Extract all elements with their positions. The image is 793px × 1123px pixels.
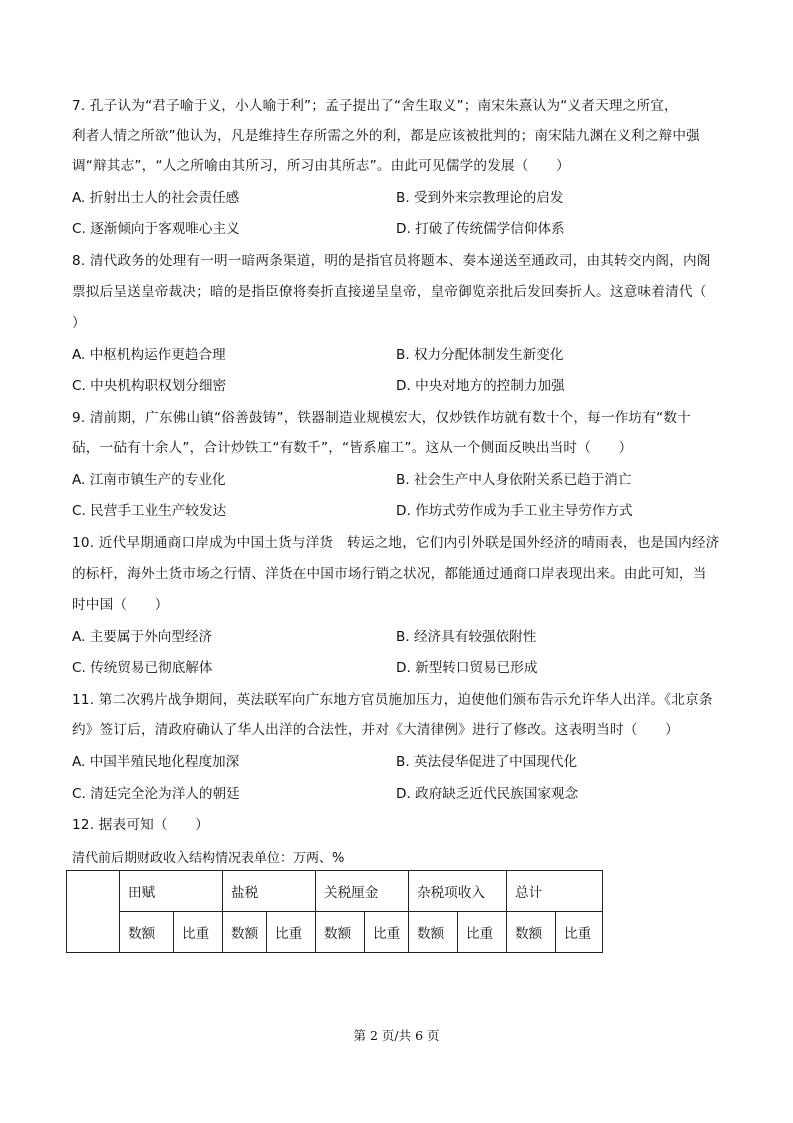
header-yanshui: 盐税 [223, 871, 316, 912]
question-7-option-c[interactable]: C. 逐渐倾向于客观唯心主义 [72, 221, 240, 237]
sub-amount-yanshui: 数额 [223, 912, 267, 953]
sub-ratio-guanshui: 比重 [365, 912, 409, 953]
question-7-option-a[interactable]: A. 折射出士人的社会责任感 [72, 190, 240, 206]
question-10-option-c[interactable]: C. 传统贸易已彻底解体 [72, 660, 213, 676]
question-11-line-1: 11. 第二次鸦片战争期间，英法联军向广东地方官员施加压力，迫使他们颁布告示允许华人出洋。《北京条 [72, 692, 713, 708]
question-10-line-1: 10. 近代早期通商口岸成为中国土货与洋货 转运之地，它们内引外联是国外经济的晴雨表，也是国内经济 [72, 535, 720, 551]
question-7-option-d[interactable]: D. 打破了传统儒学信仰体系 [396, 221, 565, 237]
question-10-line-2: 的标杆，海外土货市场之行情、洋货在中国市场行销之状况，都能通过通商口岸表现出来。由此可知，当 [72, 566, 707, 582]
sub-ratio-zashui: 比重 [458, 912, 507, 953]
sub-amount-zongji: 数额 [507, 912, 556, 953]
table-caption: 清代前后期财政收入结构情况表单位：万两、% [72, 851, 345, 866]
header-zongji: 总计 [507, 871, 603, 912]
question-11-option-a[interactable]: A. 中国半殖民地化程度加深 [72, 754, 240, 770]
table-corner-cell [67, 871, 120, 953]
question-8-line-2: 票拟后呈送皇帝裁决；暗的是指臣僚将奏折直接递呈皇帝，皇帝御览亲批后发回奏折人。这意味着清代（ [72, 284, 707, 300]
question-9-line-1: 9. 清前期，广东佛山镇“俗善鼓铸”，铁器制造业规模宏大，仅炒铁作坊就有数十个，每一作坊有“数十 [72, 410, 691, 426]
sub-amount-zashui: 数额 [409, 912, 458, 953]
question-7-line-3: 调“辩其志”，“人之所喻由其所习，所习由其所志”。由此可见儒学的发展（ ） [72, 158, 570, 174]
question-10-option-b[interactable]: B. 经济具有较强依附性 [396, 629, 537, 645]
sub-ratio-yanshui: 比重 [267, 912, 316, 953]
header-tianfu: 田赋 [120, 871, 223, 912]
question-7-line-2: 利者人情之所欲”他认为，凡是维持生存所需之外的利，都是应该被批判的；南宋陆九渊在义利之辩中强 [72, 128, 700, 144]
question-8-option-d[interactable]: D. 中央对地方的控制力加强 [396, 378, 565, 394]
question-9-option-b[interactable]: B. 社会生产中人身依附关系已趋于消亡 [396, 472, 632, 488]
sub-amount-tianfu: 数额 [120, 912, 174, 953]
finance-table [66, 870, 603, 953]
question-8-option-c[interactable]: C. 中央机构职权划分细密 [72, 378, 227, 394]
page-footer: 第 2 页/共 6 页 [353, 1028, 440, 1043]
question-12-line-1: 12. 据表可知（ ） [72, 817, 210, 833]
sub-ratio-tianfu: 比重 [174, 912, 223, 953]
header-zashui: 杂税项收入 [409, 871, 507, 912]
question-11-option-d[interactable]: D. 政府缺乏近代民族国家观念 [396, 786, 579, 802]
header-guanshui-lijin: 关税厘金 [316, 871, 409, 912]
question-9-option-d[interactable]: D. 作坊式劳作成为手工业主导劳作方式 [396, 503, 633, 519]
question-8-line-1: 8. 清代政务的处理有一明一暗两条渠道，明的是指官员将题本、奏本递送至通政司，由其转交内阁，内阁 [72, 253, 711, 269]
question-7-line-1: 7. 孔子认为“君子喻于义，小人喻于利”；孟子提出了“舍生取义”；南宋朱熹认为“义者天理之所宜， [72, 98, 678, 114]
question-10-line-3: 时中国（ ） [72, 597, 169, 613]
table-subheader-row [67, 912, 603, 953]
question-8-option-b[interactable]: B. 权力分配体制发生新变化 [396, 347, 564, 363]
question-8-line-3: ） [72, 315, 86, 331]
question-11-option-b[interactable]: B. 英法侵华促进了中国现代化 [396, 754, 578, 770]
question-11-line-2: 约》签订后，清政府确认了华人出洋的合法性，并对《大清律例》进行了修改。这表明当时（ ） [72, 722, 679, 738]
question-8-option-a[interactable]: A. 中枢机构运作更趋合理 [72, 347, 226, 363]
question-7-option-b[interactable]: B. 受到外来宗教理论的启发 [396, 190, 564, 206]
table-header-row [67, 871, 603, 912]
sub-amount-guanshui: 数额 [316, 912, 365, 953]
question-10-option-d[interactable]: D. 新型转口贸易已形成 [396, 660, 538, 676]
question-9-option-c[interactable]: C. 民营手工业生产较发达 [72, 503, 227, 519]
question-10-option-a[interactable]: A. 主要属于外向型经济 [72, 629, 213, 645]
question-9-line-2: 砧，一砧有十余人”，合计炒铁工“有数千”，“皆系雇工”。这从一个侧面反映出当时（ ） [72, 440, 633, 456]
question-9-option-a[interactable]: A. 江南市镇生产的专业化 [72, 472, 226, 488]
sub-ratio-zongji: 比重 [556, 912, 603, 953]
question-11-option-c[interactable]: C. 清廷完全沦为洋人的朝廷 [72, 786, 240, 802]
